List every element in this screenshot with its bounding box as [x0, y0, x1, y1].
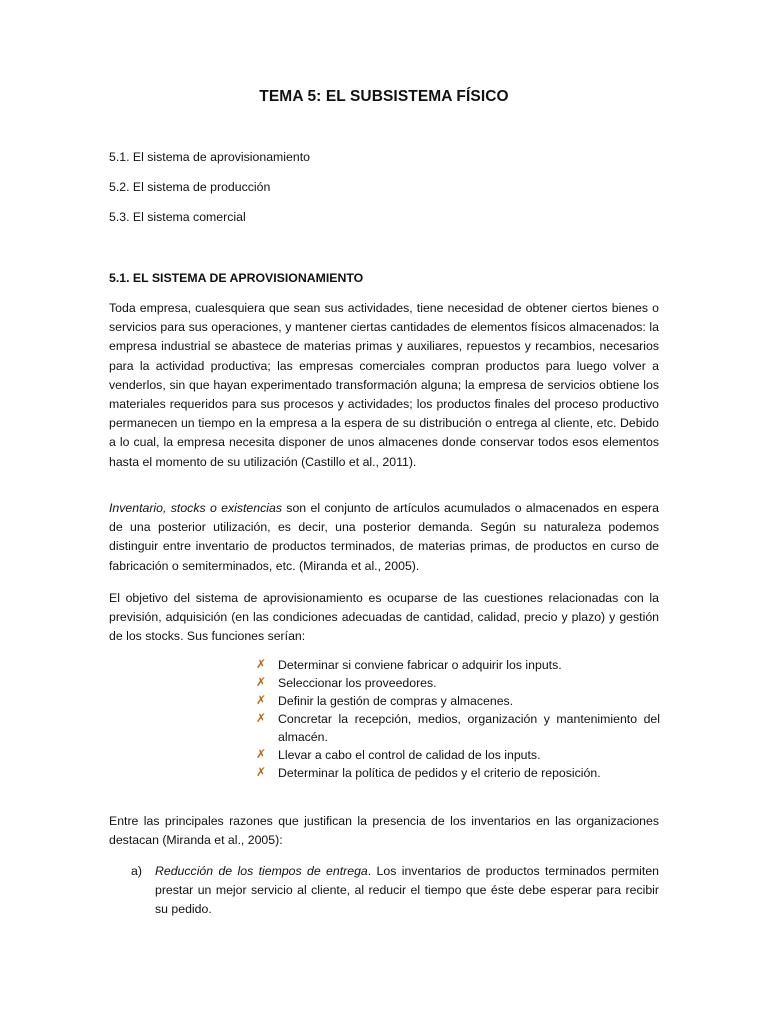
functions-list — [256, 656, 660, 782]
list-marker: a) — [131, 864, 142, 878]
list-item — [256, 710, 660, 746]
cross-bullet-icon: ✗ — [256, 675, 267, 689]
paragraph: Entre las principales razones que justifican la presencia de los inventarios en las organizaciones destacan (Miranda et al., 2005): — [109, 814, 659, 848]
list-item-text: Concretar la recepción, medios, organización y mantenimiento del almacén. — [278, 712, 660, 744]
paragraph — [109, 499, 659, 576]
toc-item: 5.3. El sistema comercial — [109, 210, 246, 224]
list-item — [256, 692, 660, 710]
paragraph: Toda empresa, cualesquiera que sean sus actividades, tiene necesidad de obtener ciertos bienes o servicios para sus operaciones, y mantener ciertas cantidades de elementos físicos almacenados: la empresa industrial se abastece de materias primas y auxiliares, repuestos y recambios, necesarios para la actividad productiva; las empresas comerciales compran productos para luego volver a venderlos, sin que hayan experimentado transformación alguna; la empresa de servicios obtiene los materiales requeridos para sus procesos y actividades; los productos finales del proceso productivo permanecen un tiempo en la empresa a la espera de su distribución o entrega al cliente, etc. Debido a lo cual, la empresa necesita disponer de unos almacenes donde conservar todos esos elementos hasta el momento de su utilización (Castillo et al., 2011). — [109, 301, 659, 469]
list-item-text: Definir la gestión de compras y almacenes. — [278, 694, 514, 708]
italic-term: Inventario, stocks o existencias — [109, 501, 282, 515]
list-item-text: Seleccionar los proveedores. — [278, 676, 437, 690]
list-item-text: Determinar si conviene fabricar o adquirir los inputs. — [278, 658, 562, 672]
table-of-contents — [109, 148, 659, 238]
list-item-text — [155, 862, 659, 920]
alpha-list-item — [131, 862, 659, 920]
list-item — [256, 764, 660, 782]
cross-bullet-icon: ✗ — [256, 747, 267, 761]
toc-item: 5.1. El sistema de aprovisionamiento — [109, 150, 310, 164]
cross-bullet-icon: ✗ — [256, 765, 267, 779]
page-title: TEMA 5: EL SUBSISTEMA FÍSICO — [259, 88, 509, 105]
section-heading: 5.1. EL SISTEMA DE APROVISIONAMIENTO — [109, 271, 364, 285]
list-item — [256, 674, 660, 692]
paragraph-text: . Los inventarios de productos terminados permiten prestar un mejor servicio al cliente, al reducir el tiempo que éste debe esperar para recibir su pedido. — [155, 864, 660, 917]
cross-bullet-icon: ✗ — [256, 693, 267, 707]
toc-item: 5.2. El sistema de producción — [109, 180, 271, 194]
paragraph: El objetivo del sistema de aprovisionamiento es ocuparse de las cuestiones relacionadas con la previsión, adquisición (en las condiciones adecuadas de cantidad, calidad, precio y plazo) y gestión de los stocks. Sus funciones serían: — [109, 591, 659, 644]
list-item — [256, 656, 660, 674]
list-item-text: Llevar a cabo el control de calidad de los inputs. — [278, 748, 541, 762]
cross-bullet-icon: ✗ — [256, 711, 267, 725]
paragraph-text: son el conjunto de artículos acumulados o almacenados en espera de una posterior utilización, es decir, una posterior demanda. Según su naturaleza podemos distinguir entre inventario de productos terminados, de materias primas, de productos en curso de fabricación o semiterminados, etc. (Miranda et al., 2005). — [109, 501, 659, 573]
list-item — [256, 746, 660, 764]
italic-term: Reducción de los tiempos de entrega — [155, 864, 368, 878]
list-item-text: Determinar la política de pedidos y el criterio de reposición. — [278, 766, 601, 780]
cross-bullet-icon: ✗ — [256, 657, 267, 671]
